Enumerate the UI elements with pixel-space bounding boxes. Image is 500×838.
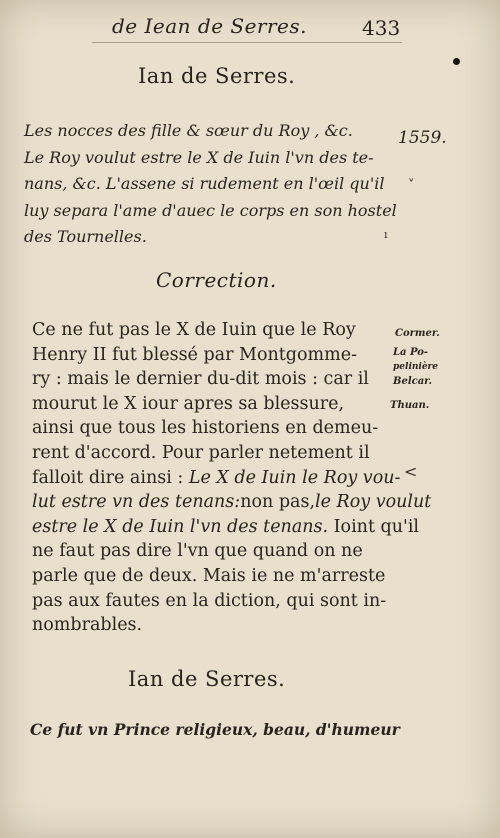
body-text: non pas, — [240, 492, 316, 513]
running-title: de Iean de Serres. — [112, 14, 308, 38]
body-line — [32, 490, 432, 515]
body-line: rent d'accord. Pour parler netement il — [32, 442, 370, 463]
italic-phrase: le Roy voulut — [315, 492, 432, 513]
quoted-passage — [24, 118, 397, 251]
margin-note-source: pelinière — [393, 362, 439, 372]
margin-year: 1559. — [398, 128, 447, 148]
body-line: ry : mais le dernier du-dit mois : car il — [32, 369, 369, 390]
margin-note-source: Belcar. — [393, 376, 433, 387]
speaker-heading-top: Ian de Serres. — [138, 64, 296, 88]
header-divider — [92, 42, 402, 43]
margin-mark: ı — [384, 228, 388, 241]
margin-note-source: La Po- — [393, 347, 429, 358]
quote-line: des Tournelles. — [24, 227, 147, 246]
continuation-line: Ce fut vn Prince religieux, beau, d'humeur — [30, 720, 400, 739]
page-number: 433 — [362, 16, 401, 40]
margin-mark: ˅ — [408, 178, 415, 193]
italic-phrase: Le X de Iuin le Roy vou- — [188, 467, 401, 488]
running-header — [0, 14, 500, 40]
correction-heading: Correction. — [156, 268, 277, 292]
quote-line: nans, &c. L'assene si rudement en l'œil qu'il — [24, 174, 385, 193]
body-line: mourut le X iour apres sa blessure, — [32, 393, 345, 414]
body-line: ainsi que tous les historiens en demeu- — [32, 418, 379, 439]
quote-line: Le Roy voulut estre le X de Iuin l'vn des te- — [24, 147, 374, 167]
margin-note-source: Cormer. — [395, 328, 440, 339]
italic-phrase: estre le X de Iuin l'vn des tenans. — [32, 516, 329, 537]
ink-spot — [453, 58, 460, 65]
body-line: parle que de deux. Mais ie ne m'arreste — [32, 565, 386, 586]
body-line: Ce ne fut pas le X de Iuin que le Roy — [32, 320, 356, 340]
speaker-heading-bottom: Ian de Serres. — [128, 667, 286, 691]
body-line — [32, 466, 401, 491]
margin-mark: < — [404, 462, 418, 481]
italic-phrase: lut estre vn des tenans: — [32, 492, 241, 513]
body-line — [32, 515, 420, 540]
body-line: ne faut pas dire l'vn que quand on ne — [32, 541, 363, 562]
quote-line: Les nocces des fille & sœur du Roy , &c. — [24, 121, 353, 140]
body-line: Henry II fut blessé par Montgomme- — [32, 344, 357, 365]
body-line: nombrables. — [32, 615, 143, 636]
body-text: falloit dire ainsi : — [32, 467, 189, 488]
margin-note-source: Thuan. — [390, 400, 430, 411]
body-text: Ioint qu'il — [328, 516, 420, 537]
quote-line: luy separa l'ame d'auec le corps en son hostel — [24, 200, 397, 220]
body-line: pas aux fautes en la diction, qui sont in- — [32, 590, 387, 611]
